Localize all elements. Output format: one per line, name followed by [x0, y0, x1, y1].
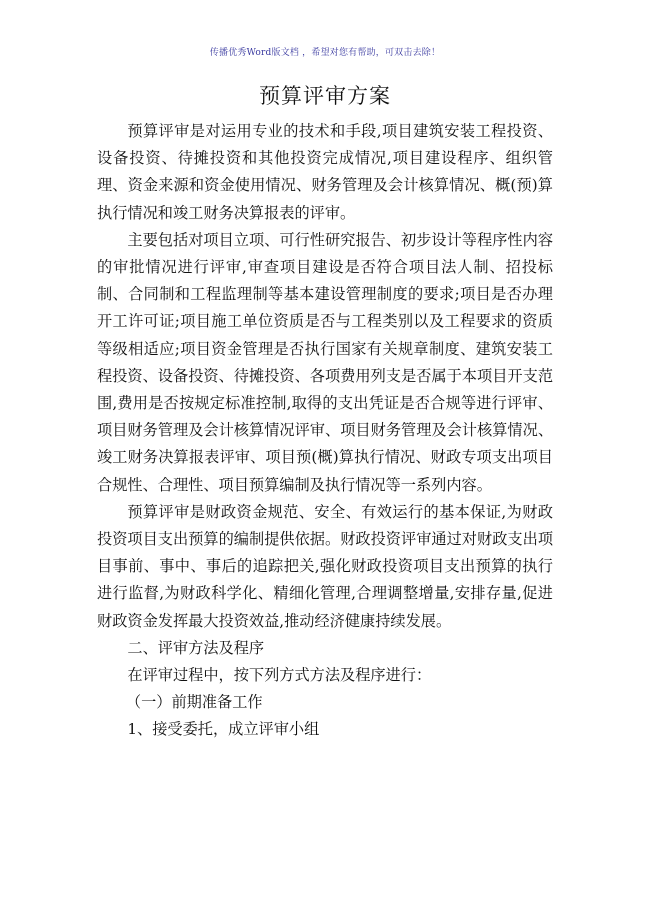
header-note: 传播优秀Word版文档 ，希望对您有帮助，可双击去除！: [209, 48, 441, 58]
subsection-heading: （一）前期准备工作: [125, 693, 263, 712]
paragraph-3: 预算评审是财政资金规范、安全、有效运行的基本保证,为财政投资项目支出预算的编制提供依据。财政投资评审通过对财政支出项目事前、事中、事后的追踪把关,强化财政投资项目支出预算的执行进行监督,为财政科学化、精细化管理,合理调整增量,安排存量,促进财政资金发挥最大投资效益,推动经济健康持续发展。: [97, 502, 553, 630]
document-title: 预算评审方案: [259, 84, 391, 108]
paragraph-2: 主要包括对项目立项、可行性研究报告、初步设计等程序性内容的审批情况进行评审,审查项目建设是否符合项目法人制、招投标制、合同制和工程监理制等基本建设管理制度的要求;项目是否办理开工许可证;项目施工单位资质是否与工程类别以及工程要求的资质等级相适应;项目资金管理是否执行国家有关规章制度、建筑安装工程投资、设备投资、待摊投资、各项费用列支是否属于本项目开支范围,费用是否按规定标准控制,取得的支出凭证是否合规等进行评审、项目财务管理及会计核算情况评审、项目财务管理及会计核算情况、竣工财务决算报表评审、项目预(概)算执行情况、财政专项支出项目合规性、合理性、项目预算编制及执行情况等一系列内容。: [97, 230, 553, 494]
paragraph-1: 预算评审是对运用专业的技术和手段,项目建筑安装工程投资、设备投资、待摊投资和其他投资完成情况,项目建设程序、组织管理、资金来源和资金使用情况、财务管理及会计核算情况、概(预)算执行情况和竣工财务决算报表的评审。: [97, 122, 553, 222]
section-heading: 二、评审方法及程序: [127, 638, 265, 657]
intro-line: 在评审过程中，按下列方式方法及程序进行：: [127, 666, 432, 685]
list-item-1: 1、接受委托，成立评审小组: [127, 720, 320, 739]
document-body: [97, 118, 553, 744]
